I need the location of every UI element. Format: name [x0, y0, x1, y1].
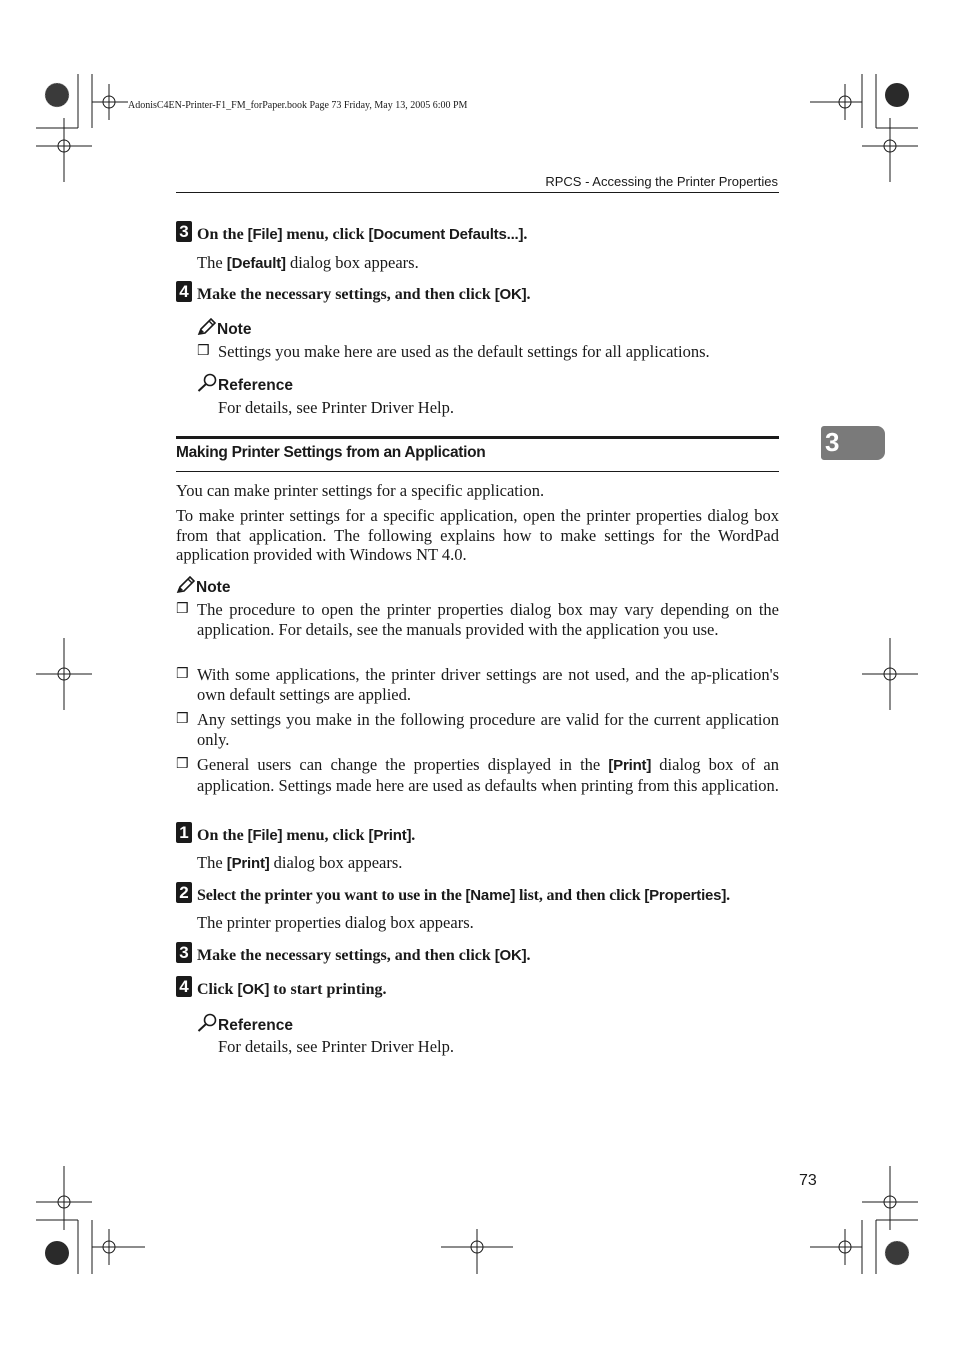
note-item: ❒ Settings you make here are used as the default settings for all applications.	[197, 342, 710, 361]
list-name: [Name]	[465, 887, 516, 904]
menu-name: [File]	[247, 827, 283, 844]
pencil-icon	[197, 318, 217, 336]
file-info: AdonisC4EN-Printer-F1_FM_forPaper.book Page 73 Friday, May 13, 2005 6:00 PM	[128, 100, 468, 111]
button-name: [Properties]	[644, 887, 727, 904]
reference-heading: Reference	[197, 373, 293, 395]
step-number: 4	[176, 281, 192, 302]
chapter-number: 3	[825, 427, 840, 457]
note-heading: Note	[197, 318, 251, 339]
paragraph: To make printer settings for a specific application, open the printer properties dialog box from that application. The following explains how to make settings for the WordPad application provided with Windows NT 4.0.	[176, 506, 779, 564]
button-name: [OK]	[237, 981, 270, 998]
step-result: The [Print] dialog box appears.	[197, 853, 403, 872]
note-item: ❒ The procedure to open the printer properties dialog box may vary depending on the application. For details, see the manuals provided with the application you use.	[176, 600, 779, 639]
reference-heading: Reference	[197, 1013, 293, 1035]
magnifier-icon	[197, 1013, 218, 1032]
section-rule-bottom	[176, 471, 779, 472]
dialog-name: [Print]	[226, 855, 270, 872]
header-rule	[176, 192, 779, 193]
note-item: ❒ With some applications, the printer driver settings are not used, and the ap-plication's own default settings are applied.	[176, 665, 779, 704]
step-instruction: On the [File] menu, click [Print].	[197, 827, 416, 844]
reference-text: For details, see Printer Driver Help.	[218, 398, 454, 417]
step-instruction: Click [OK] to start printing.	[197, 981, 387, 998]
menu-name: [File]	[247, 226, 283, 243]
pencil-icon	[176, 576, 196, 594]
note-item: ❒ General users can change the properties displayed in the [Print] dialog box of an application. Settings made here are used as defaults when printing from this application.	[176, 755, 780, 795]
dialog-name: [Default]	[226, 255, 286, 272]
menu-item-name: [Document Defaults...]	[368, 226, 524, 243]
step-instruction: Select the printer you want to use in the [Name] list, and then click [Properties].	[197, 887, 730, 904]
step-instruction: Make the necessary settings, and then click [OK].	[197, 947, 531, 964]
button-name: [OK]	[494, 286, 527, 303]
checkbox-bullet-icon: ❒	[176, 756, 189, 772]
page-number: 73	[799, 1172, 817, 1189]
reference-text: For details, see Printer Driver Help.	[218, 1037, 454, 1056]
dialog-name: [Print]	[608, 757, 652, 774]
checkbox-bullet-icon: ❒	[176, 666, 189, 682]
menu-item-name: [Print]	[368, 827, 412, 844]
button-name: [OK]	[494, 947, 527, 964]
step-number: 3	[176, 942, 192, 963]
checkbox-bullet-icon: ❒	[176, 601, 189, 617]
step-result: The printer properties dialog box appears.	[197, 913, 474, 932]
step-result: The [Default] dialog box appears.	[197, 253, 419, 272]
step-number: 2	[176, 882, 192, 903]
checkbox-bullet-icon: ❒	[197, 343, 210, 359]
section-title: Making Printer Settings from an Application	[176, 444, 486, 461]
section-rule-top	[176, 436, 779, 439]
note-heading: Note	[176, 576, 230, 597]
running-header: RPCS - Accessing the Printer Properties	[545, 174, 778, 189]
checkbox-bullet-icon: ❒	[176, 711, 189, 727]
step-instruction: Make the necessary settings, and then click [OK].	[197, 286, 531, 303]
step-number: 3	[176, 221, 192, 242]
step-number: 1	[176, 822, 192, 843]
magnifier-icon	[197, 373, 218, 392]
step-number: 4	[176, 976, 192, 997]
step-instruction: On the [File] menu, click [Document Defaults...].	[197, 226, 528, 243]
note-item: ❒ Any settings you make in the following procedure are valid for the current application only.	[176, 710, 779, 749]
paragraph: You can make printer settings for a specific application.	[176, 481, 545, 500]
chapter-tab	[821, 426, 885, 460]
